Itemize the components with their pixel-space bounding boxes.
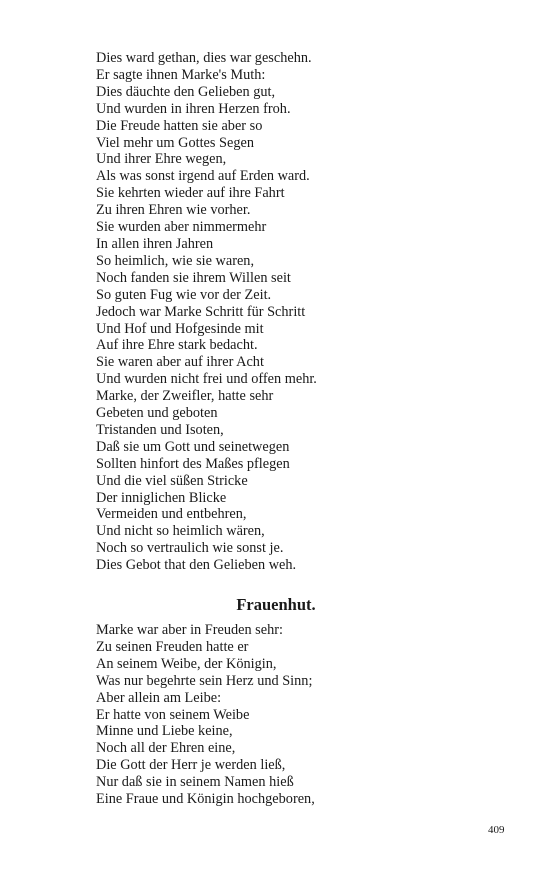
verse-line: Zu ihren Ehren wie vorher. <box>96 202 251 219</box>
verse-line: Er sagte ihnen Marke's Muth: <box>96 66 266 83</box>
verse-line: Dies ward gethan, dies war geschehn. <box>96 50 312 66</box>
verse-line: Sollten hinfort des Maßes pflegen <box>96 455 290 472</box>
verse-line: Sie wurden aber nimmermehr <box>96 219 267 236</box>
verse-line: Eine Fraue und Königin hochgeboren, <box>96 791 315 808</box>
verse-line: Noch so vertraulich wie sonst je. <box>96 540 284 557</box>
verse-line: So heimlich, wie sie waren, <box>96 252 255 269</box>
verse-line: Aber allein am Leibe: <box>96 689 222 706</box>
verse-line: Minne und Liebe keine, <box>96 723 233 740</box>
verse-line: Nur daß sie in seinem Namen hieß <box>96 774 294 791</box>
verse-line: Viel mehr um Gottes Segen <box>96 134 254 151</box>
verse-line: Marke, der Zweifler, hatte sehr <box>96 388 274 405</box>
verse-line: Tristanden und Isoten, <box>96 421 224 438</box>
verse-line: Der inniglichen Blicke <box>96 489 227 506</box>
verse-line: Gebeten und geboten <box>96 405 218 422</box>
verse-line: Jedoch war Marke Schritt für Schritt <box>96 303 306 320</box>
verse-line: Und ihrer Ehre wegen, <box>96 151 227 168</box>
verse-line: Dies Gebot that den Gelieben weh. <box>96 557 297 574</box>
verse-line: Und Hof und Hofgesinde mit <box>96 320 264 337</box>
verse-line: So guten Fug wie vor der Zeit. <box>96 286 272 303</box>
verse-line: Zu seinen Freuden hatte er <box>96 638 249 655</box>
poem-stanza-2 <box>96 622 516 808</box>
verse-line: Und wurden nicht frei und offen mehr. <box>96 371 317 388</box>
verse-line: Vermeiden und entbehren, <box>96 506 247 523</box>
verse-line: Marke war aber in Freuden sehr: <box>96 622 283 638</box>
verse-line: Die Freude hatten sie aber so <box>96 117 263 134</box>
verse-line: Die Gott der Herr je werden ließ, <box>96 757 286 774</box>
poem-stanza-1 <box>96 50 516 574</box>
page-number: 409 <box>488 824 505 836</box>
verse-line: In allen ihren Jahren <box>96 235 214 252</box>
verse-line: Und wurden in ihren Herzen froh. <box>96 100 291 117</box>
verse-line: Daß sie um Gott und seinetwegen <box>96 438 290 455</box>
verse-line: Noch all der Ehren eine, <box>96 740 236 757</box>
verse-line: Als was sonst irgend auf Erden ward. <box>96 168 310 185</box>
verse-line: Er hatte von seinem Weibe <box>96 706 250 723</box>
verse-line: Noch fanden sie ihrem Willen seit <box>96 269 291 286</box>
verse-line: Was nur begehrte sein Herz und Sinn; <box>96 672 313 689</box>
verse-line: An seinem Weibe, der Königin, <box>96 655 277 672</box>
verse-line: Sie waren aber auf ihrer Acht <box>96 354 264 371</box>
verse-line: Sie kehrten wieder auf ihre Fahrt <box>96 185 285 202</box>
section-heading: Frauenhut. <box>236 595 316 614</box>
verse-line: Und die viel süßen Stricke <box>96 472 248 489</box>
verse-line: Auf ihre Ehre stark bedacht. <box>96 337 258 354</box>
verse-line: Dies däuchte den Gelieben gut, <box>96 83 276 100</box>
verse-line: Und nicht so heimlich wären, <box>96 523 265 540</box>
